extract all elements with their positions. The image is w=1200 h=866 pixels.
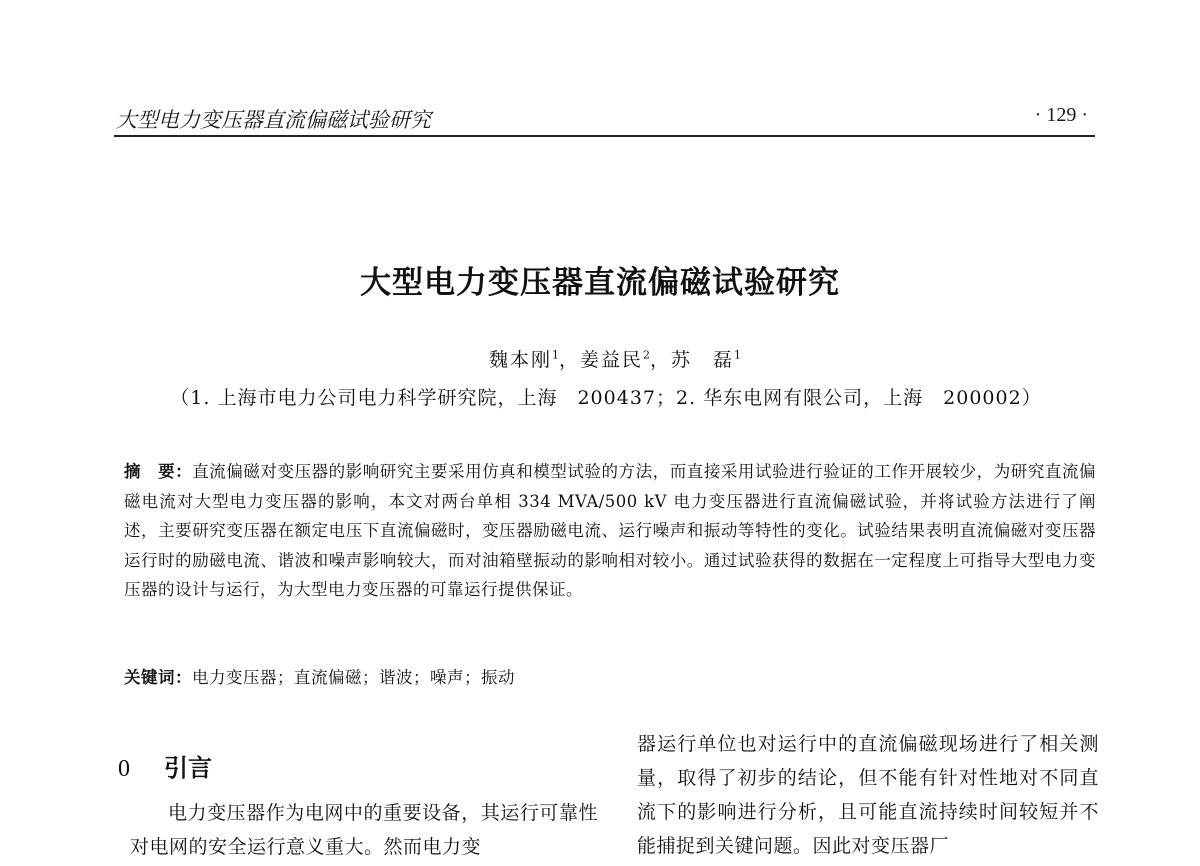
body-left-column: 电力变压器作为电网中的重要设备，其运行可靠性对电网的安全运行意义重大。然而电力变: [130, 802, 598, 858]
abstract: [124, 457, 1096, 605]
keywords: [124, 663, 1096, 692]
paper-title: 大型电力变压器直流偏磁试验研究: [360, 265, 840, 301]
running-head-title: 大型电力变压器直流偏磁试验研究: [116, 108, 431, 132]
keywords-text: 电力变压器；直流偏磁；谐波；噪声；振动: [192, 668, 515, 687]
header-rule: [114, 135, 1095, 137]
section-title: 引言: [164, 754, 212, 782]
keywords-label: 关键词：: [124, 668, 192, 687]
author-name: 魏本刚: [488, 349, 552, 371]
abstract-text: 直流偏磁对变压器的影响研究主要采用仿真和模型试验的方法，而直接采用试验进行验证的工作开展较少，为研究直流偏磁电流对大型电力变压器的影响，本文对两台单相 334 MVA/500 kV 电力变压器进行直流偏磁试验，并将试验方法进行了阐述，主要研究变压器在额定电压下直流偏磁时，变压器励磁电流、运行噪声和振动等特性的变化。试验结果表明直流偏磁对变压器运行时的励磁电流、谐波和噪声影响较大，而对油箱壁振动的影响相对较小。通过试验获得的数据在一定程度上可指导大型电力变压器的设计与运行，为大型电力变压器的可靠运行提供保证。: [124, 462, 1097, 599]
section-number: 0: [118, 756, 130, 782]
author-name: ，苏 磊: [650, 349, 735, 371]
author-affil-mark: 2: [643, 348, 650, 362]
body-right-column: 器运行单位也对运行中的直流偏磁现场进行了相关测量，取得了初步的结论，但不能有针对性地对不同直流下的影响进行分析，且可能直流持续时间较短并不能捕捉到关键问题。因此对变压器厂: [637, 733, 1099, 857]
author-affil-mark: 1: [734, 348, 742, 362]
author-line: [0, 345, 1200, 372]
affiliation: （1. 上海市电力公司电力科学研究院，上海 200437；2. 华东电网有限公司，上海 200002）: [170, 387, 1042, 409]
section-heading: [118, 748, 212, 783]
abstract-label: 摘 要：: [124, 462, 193, 481]
page-number: · 129 ·: [1034, 104, 1088, 126]
author-name: ，姜益民: [558, 349, 643, 371]
author-affil-mark: 1: [551, 348, 559, 362]
